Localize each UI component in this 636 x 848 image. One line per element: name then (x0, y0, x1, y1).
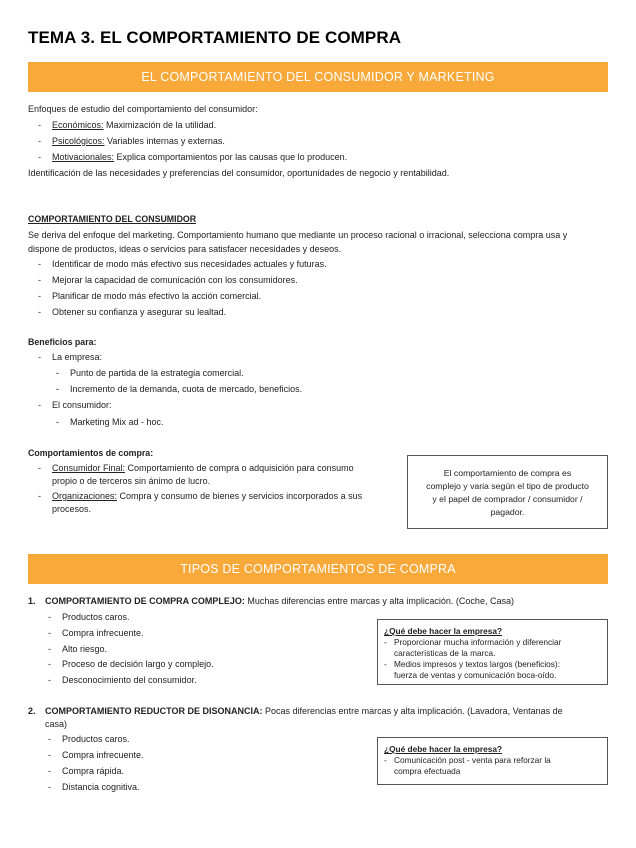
list-item: - Incremento de la demanda, cuota de mercado, beneficios. (56, 384, 303, 394)
list-item: - Consumidor Final: Comportamiento de compra o adquisición para consumo (38, 463, 354, 473)
item-text: La empresa: (52, 352, 103, 362)
item-text: Marketing Mix ad - hoc. (70, 417, 164, 427)
item-number: 2. (28, 706, 36, 716)
item-term: Consumidor Final: (52, 463, 126, 473)
box-item: - Proporcionar mucha información y diferenciar características de la marca. (384, 637, 562, 658)
page-title: TEMA 3. EL COMPORTAMIENTO DE COMPRA (28, 28, 402, 47)
item-text: Productos caros. (62, 734, 130, 744)
consumer-desc-line2: dispone de productos, ideas o servicios para satisfacer necesidades y deseos. (28, 244, 342, 254)
list-item: - Obtener su confianza y asegurar su lealtad. (38, 307, 227, 317)
item-text: Compra y consumo de bienes y servicios incorporados a sus (117, 491, 363, 501)
item-text: Alto riesgo. (62, 644, 108, 654)
list-item-continuation: procesos. (52, 504, 92, 514)
list-item: - La empresa: (38, 352, 103, 362)
list-item: - Identificar de modo más efectivo sus necesidades actuales y futuras. (38, 259, 327, 269)
item-text: Proceso de decisión largo y complejo. (62, 659, 214, 669)
box-item-text: Proporcionar mucha información y diferenciar (394, 637, 562, 647)
section-banner-types: TIPOS DE COMPORTAMIENTOS DE COMPRA (28, 554, 608, 584)
box-item-text: compra efectuada (394, 766, 461, 776)
item-text: Compra infrecuente. (62, 628, 144, 638)
item-text: Incremento de la demanda, cuota de mercado, beneficios. (70, 384, 303, 394)
list-item: - Psicológicos: Variables internas y externas. (38, 136, 225, 146)
section-heading-consumer: COMPORTAMIENTO DEL CONSUMIDOR (28, 214, 197, 224)
item-text: Obtener su confianza y asegurar su lealtad. (52, 307, 227, 317)
note-line: pagador. (490, 507, 525, 517)
list-item: - El consumidor: (38, 400, 112, 410)
type-desc: Muchas diferencias entre marcas y alta implicación. (Coche, Casa) (244, 596, 514, 606)
item-term: Organizaciones: (52, 491, 118, 501)
item-text: Compra rápida. (62, 766, 125, 776)
type-title: COMPORTAMIENTO DE COMPRA COMPLEJO: (45, 596, 245, 606)
box-item-text: Medios impresos y textos largos (beneficios): (394, 659, 561, 669)
section-banner-marketing: EL COMPORTAMIENTO DEL CONSUMIDOR Y MARKETING (28, 62, 608, 92)
item-text: Maximización de la utilidad. (103, 120, 217, 130)
note-line: y el papel de comprador / consumidor / (432, 494, 583, 504)
list-item: - Distancia cognitiva. (48, 782, 140, 792)
list-item: - Proceso de decisión largo y complejo. (48, 659, 214, 669)
item-text: Productos caros. (62, 612, 130, 622)
item-term: Motivacionales: (52, 152, 115, 162)
item-text: Variables internas y externas. (104, 136, 225, 146)
intro-closing: Identificación de las necesidades y preferencias del consumidor, oportunidades de negocio y rentabilidad. (28, 168, 450, 178)
list-item: - Compra rápida. (48, 766, 125, 776)
list-item: - Productos caros. (48, 734, 130, 744)
type-heading (28, 704, 563, 720)
item-text: Desconocimiento del consumidor. (62, 675, 197, 685)
behaviours-heading: Comportamientos de compra: (28, 448, 154, 458)
box-item-text: Comunicación post - venta para reforzar la (394, 755, 551, 765)
intro-lead: Enfoques de estudio del comportamiento del consumidor: (28, 104, 258, 114)
item-text: El consumidor: (52, 400, 112, 410)
list-item: - Motivacionales: Explica comportamientos por las causas que lo producen. (38, 152, 348, 162)
list-item: - Alto riesgo. (48, 644, 108, 654)
list-item: - Planificar de modo más efectivo la acción comercial. (38, 291, 262, 301)
type-title: COMPORTAMIENTO REDUCTOR DE DISONANCIA: (45, 706, 263, 716)
company-action-box (377, 737, 608, 785)
note-line: El comportamiento de compra es (443, 468, 572, 478)
list-item: - Punto de partida de la estrategia comercial. (56, 368, 244, 378)
company-action-box (377, 619, 608, 685)
item-number: 1. (28, 596, 36, 606)
item-term: Psicológicos: (52, 136, 105, 146)
type-desc: Pocas diferencias entre marcas y alta implicación. (Lavadora, Ventanas de (262, 706, 563, 716)
item-text: Comportamiento de compra o adquisición para consumo (125, 463, 354, 473)
item-text: Identificar de modo más efectivo sus necesidades actuales y futuras. (52, 259, 327, 269)
list-item: - Productos caros. (48, 612, 130, 622)
item-text: Distancia cognitiva. (62, 782, 140, 792)
box-item-text: fuerza de ventas y comunicación boca-oído. (394, 670, 557, 680)
item-text: Explica comportamientos por las causas que lo producen. (114, 152, 348, 162)
list-item: - Marketing Mix ad - hoc. (56, 417, 164, 427)
box-question: ¿Qué debe hacer la empresa? (384, 744, 503, 754)
box-question: ¿Qué debe hacer la empresa? (384, 626, 503, 636)
note-line: complejo y varia según el tipo de producto (426, 481, 589, 491)
box-item-text: características de la marca. (394, 648, 496, 658)
list-item-continuation: propio o de terceros sin ánimo de lucro. (52, 476, 211, 486)
box-item: - Comunicación post - venta para reforzar la compra efectuada (384, 755, 551, 776)
list-item: - Económicos: Maximización de la utilidad. (38, 120, 217, 130)
list-item: - Desconocimiento del consumidor. (48, 675, 197, 685)
box-item: - Medios impresos y textos largos (beneficios): fuerza de ventas y comunicación boca-oído. (384, 659, 561, 680)
list-item: - Compra infrecuente. (48, 628, 144, 638)
consumer-desc-line1: Se deriva del enfoque del marketing. Comportamiento humano que mediante un proceso racional o irracional, selecciona compra usa y (28, 230, 568, 240)
list-item: - Compra infrecuente. (48, 750, 144, 760)
item-term: Económicos: (52, 120, 104, 130)
type-desc-continuation: casa) (45, 719, 68, 729)
type-heading (28, 594, 514, 610)
list-item: - Mejorar la capacidad de comunicación con los consumidores. (38, 275, 298, 285)
item-text: Planificar de modo más efectivo la acción comercial. (52, 291, 262, 301)
item-text: Punto de partida de la estrategia comercial. (70, 368, 244, 378)
item-text: Mejorar la capacidad de comunicación con los consumidores. (52, 275, 298, 285)
note-box-complexity (407, 455, 608, 529)
item-text: Compra infrecuente. (62, 750, 144, 760)
benefits-heading: Beneficios para: (28, 337, 97, 347)
list-item: - Organizaciones: Compra y consumo de bienes y servicios incorporados a sus (38, 491, 363, 501)
